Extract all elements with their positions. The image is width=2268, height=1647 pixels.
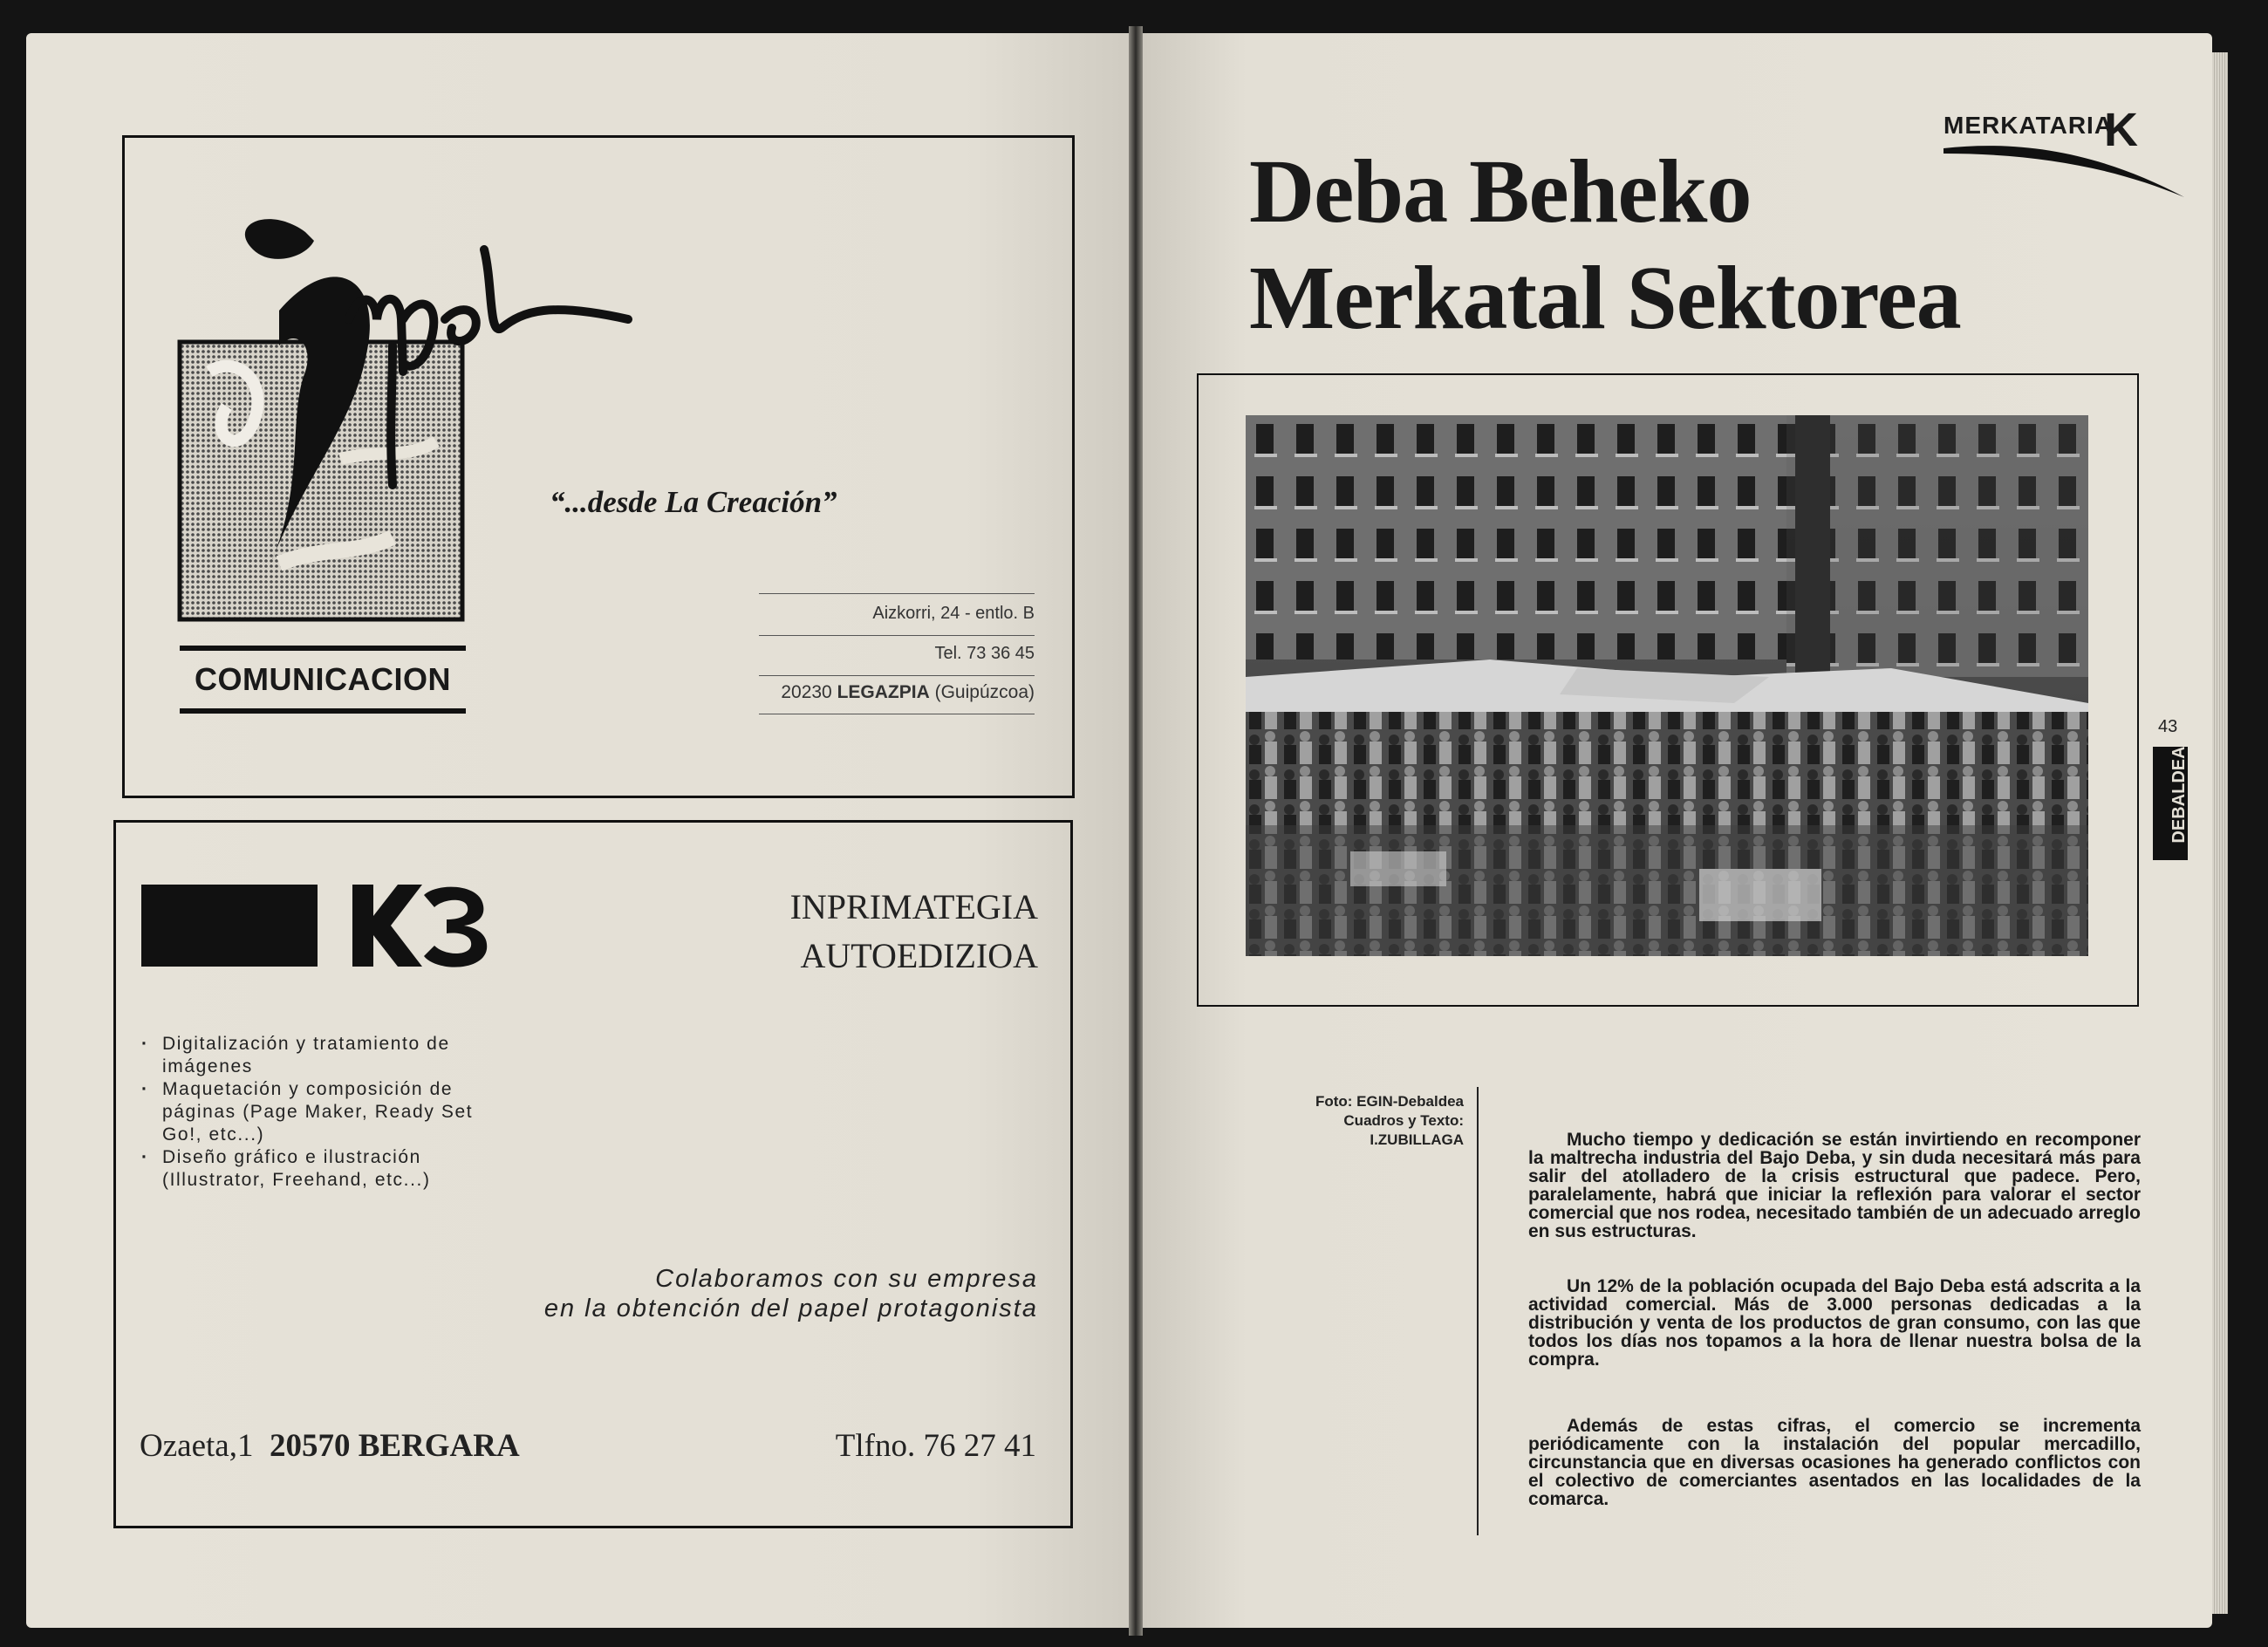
photo-credits <box>1315 1092 1464 1150</box>
credit-texts-label: Cuadros y Texto: <box>1343 1112 1464 1129</box>
k3-service-line-1: INPRIMATEGIA <box>789 887 1038 926</box>
k3-service-line-2: AUTOEDIZIOA <box>800 936 1038 975</box>
k3-slogan-line-2: en la obtención del papel protagonista <box>543 1295 1038 1322</box>
section-brand: MERKATARIA <box>1944 112 2114 139</box>
impel-city-name: LEGAZPIA <box>837 682 930 702</box>
logo-bar <box>180 708 466 714</box>
impel-brand-label: COMUNICACION <box>195 661 451 697</box>
address-rule <box>759 635 1035 636</box>
k3-service-item: · Digitalización y tratamiento de imágenes <box>136 1033 494 1078</box>
article-paragraph-1: Mucho tiempo y dedicación se están invirtiendo en recomponer la maltrecha industria del Bajo Deba, y sin duda necesitará más para salir del atolladero de la crisis estructural que padece. Pero, paralelamente, habrá que iniciar la reflexión para valorar el sector comercial que nos rodea, necesitado también de un adecuado arreglo en sus estructuras. <box>1528 1130 2141 1241</box>
column-rule <box>1477 1087 1479 1535</box>
section-brand-k: K <box>2104 104 2138 156</box>
brand-swoosh-icon <box>1944 140 2188 201</box>
headline-line-2: Merkatal Sektorea <box>1249 248 1961 348</box>
k3-service-item: · Diseño gráfico e ilustración (Illustrator, Freehand, etc...) <box>136 1146 494 1192</box>
impel-postal-code: 20230 <box>781 682 832 702</box>
side-tab <box>2153 747 2188 860</box>
k3-logo-icon <box>349 881 492 970</box>
impel-address: Aizkorri, 24 - entlo. B <box>872 604 1035 623</box>
book-spine <box>1129 26 1143 1636</box>
article-paragraph-2: Un 12% de la población ocupada del Bajo Deba está adscrita a la actividad comercial. Más de 3.000 personas dedicadas a la distribución y venta de los productos de gran consumo, con las que todos los días nos topamos a la hora de llenar nuestra bolsa de la compra. <box>1528 1276 2141 1370</box>
k3-service-item: · Maquetación y composición de páginas (Page Maker, Ready Set Go!, etc...) <box>136 1078 494 1146</box>
address-rule <box>759 675 1035 676</box>
impel-tagline: “...desde La Creación” <box>550 485 837 519</box>
impel-province: (Guipúzcoa) <box>934 682 1035 702</box>
address-rule <box>759 593 1035 594</box>
credit-photo: Foto: EGIN-Debaldea <box>1315 1093 1464 1110</box>
credit-author: I.ZUBILLAGA <box>1370 1131 1464 1148</box>
k3-postal-city: 20570 BERGARA <box>269 1428 520 1464</box>
k3-black-block <box>141 885 318 967</box>
page-number: 43 <box>2158 717 2178 736</box>
article-paragraph-3: Además de estas cifras, el comercio se incrementa periódicamente con la instalación del popular mercadillo, circunstancia que en diversas ocasiones ha generado conflictos con el colectivo de comerciantes asentados en las localidades de la comarca. <box>1528 1416 2141 1509</box>
k3-phone: Tlfno. 76 27 41 <box>835 1428 1036 1464</box>
headline-line-1: Deba Beheko <box>1249 141 1752 242</box>
k3-address <box>140 1427 520 1465</box>
side-tab-text: DEBALDEA <box>2169 746 2189 844</box>
k3-services-list <box>136 1033 494 1192</box>
page-edges <box>2212 52 2228 1614</box>
impel-logo-icon <box>174 197 733 651</box>
market-photo <box>1246 415 2088 956</box>
impel-city <box>781 682 1035 703</box>
k3-slogan-line-1: Colaboramos con su empresa <box>655 1265 1038 1293</box>
impel-phone: Tel. 73 36 45 <box>934 644 1035 663</box>
k3-street: Ozaeta,1 <box>140 1428 254 1464</box>
logo-bar <box>180 646 466 651</box>
